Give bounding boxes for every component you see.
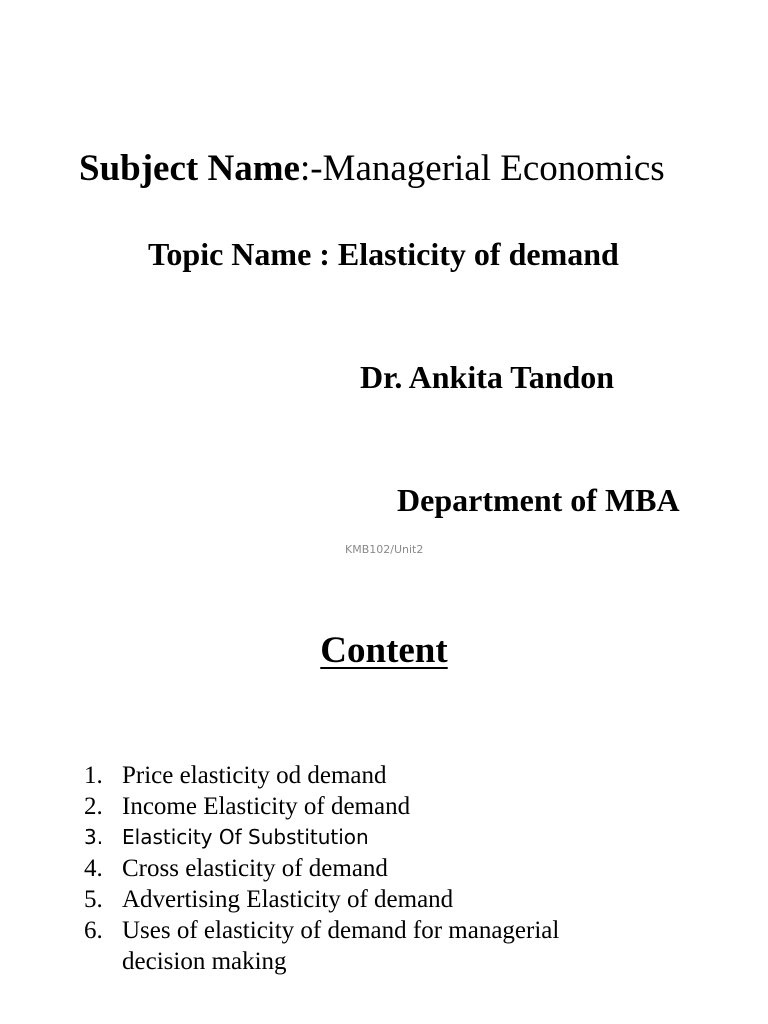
list-item-number: 1. [84, 762, 103, 789]
list-item [84, 884, 704, 915]
list-item-number: 2. [84, 793, 103, 820]
subject-name-label: Subject Name [79, 148, 300, 189]
list-item-text: Advertising Elasticity of demand [122, 886, 454, 913]
list-item [84, 760, 704, 791]
list-item-text: Price elasticity od demand [122, 762, 387, 789]
list-item [84, 791, 704, 822]
slide-footer-code: KMB102/Unit2 [345, 543, 424, 556]
list-item-number: 5. [84, 886, 103, 913]
list-item [84, 822, 704, 853]
list-item-number: 4. [84, 855, 103, 882]
content-heading: Content [320, 630, 448, 671]
list-item-number: 6. [84, 917, 103, 944]
list-item [84, 853, 704, 884]
author-name: Dr. Ankita Tandon [360, 359, 615, 395]
list-item-text: Uses of elasticity of demand for managerial decision making [122, 917, 560, 975]
subject-name-value: :-Managerial Economics [299, 148, 665, 189]
list-item-text: Income Elasticity of demand [122, 793, 411, 820]
list-item-number: 3. [84, 825, 104, 849]
content-list [84, 760, 704, 977]
list-item-text: Cross elasticity of demand [122, 855, 388, 882]
department-name: Department of MBA [397, 482, 680, 518]
list-item-text: Elasticity Of Substitution [122, 825, 369, 849]
topic-name: Topic Name : Elasticity of demand [148, 236, 619, 272]
list-item [84, 915, 704, 977]
subject-name-line [79, 146, 665, 192]
